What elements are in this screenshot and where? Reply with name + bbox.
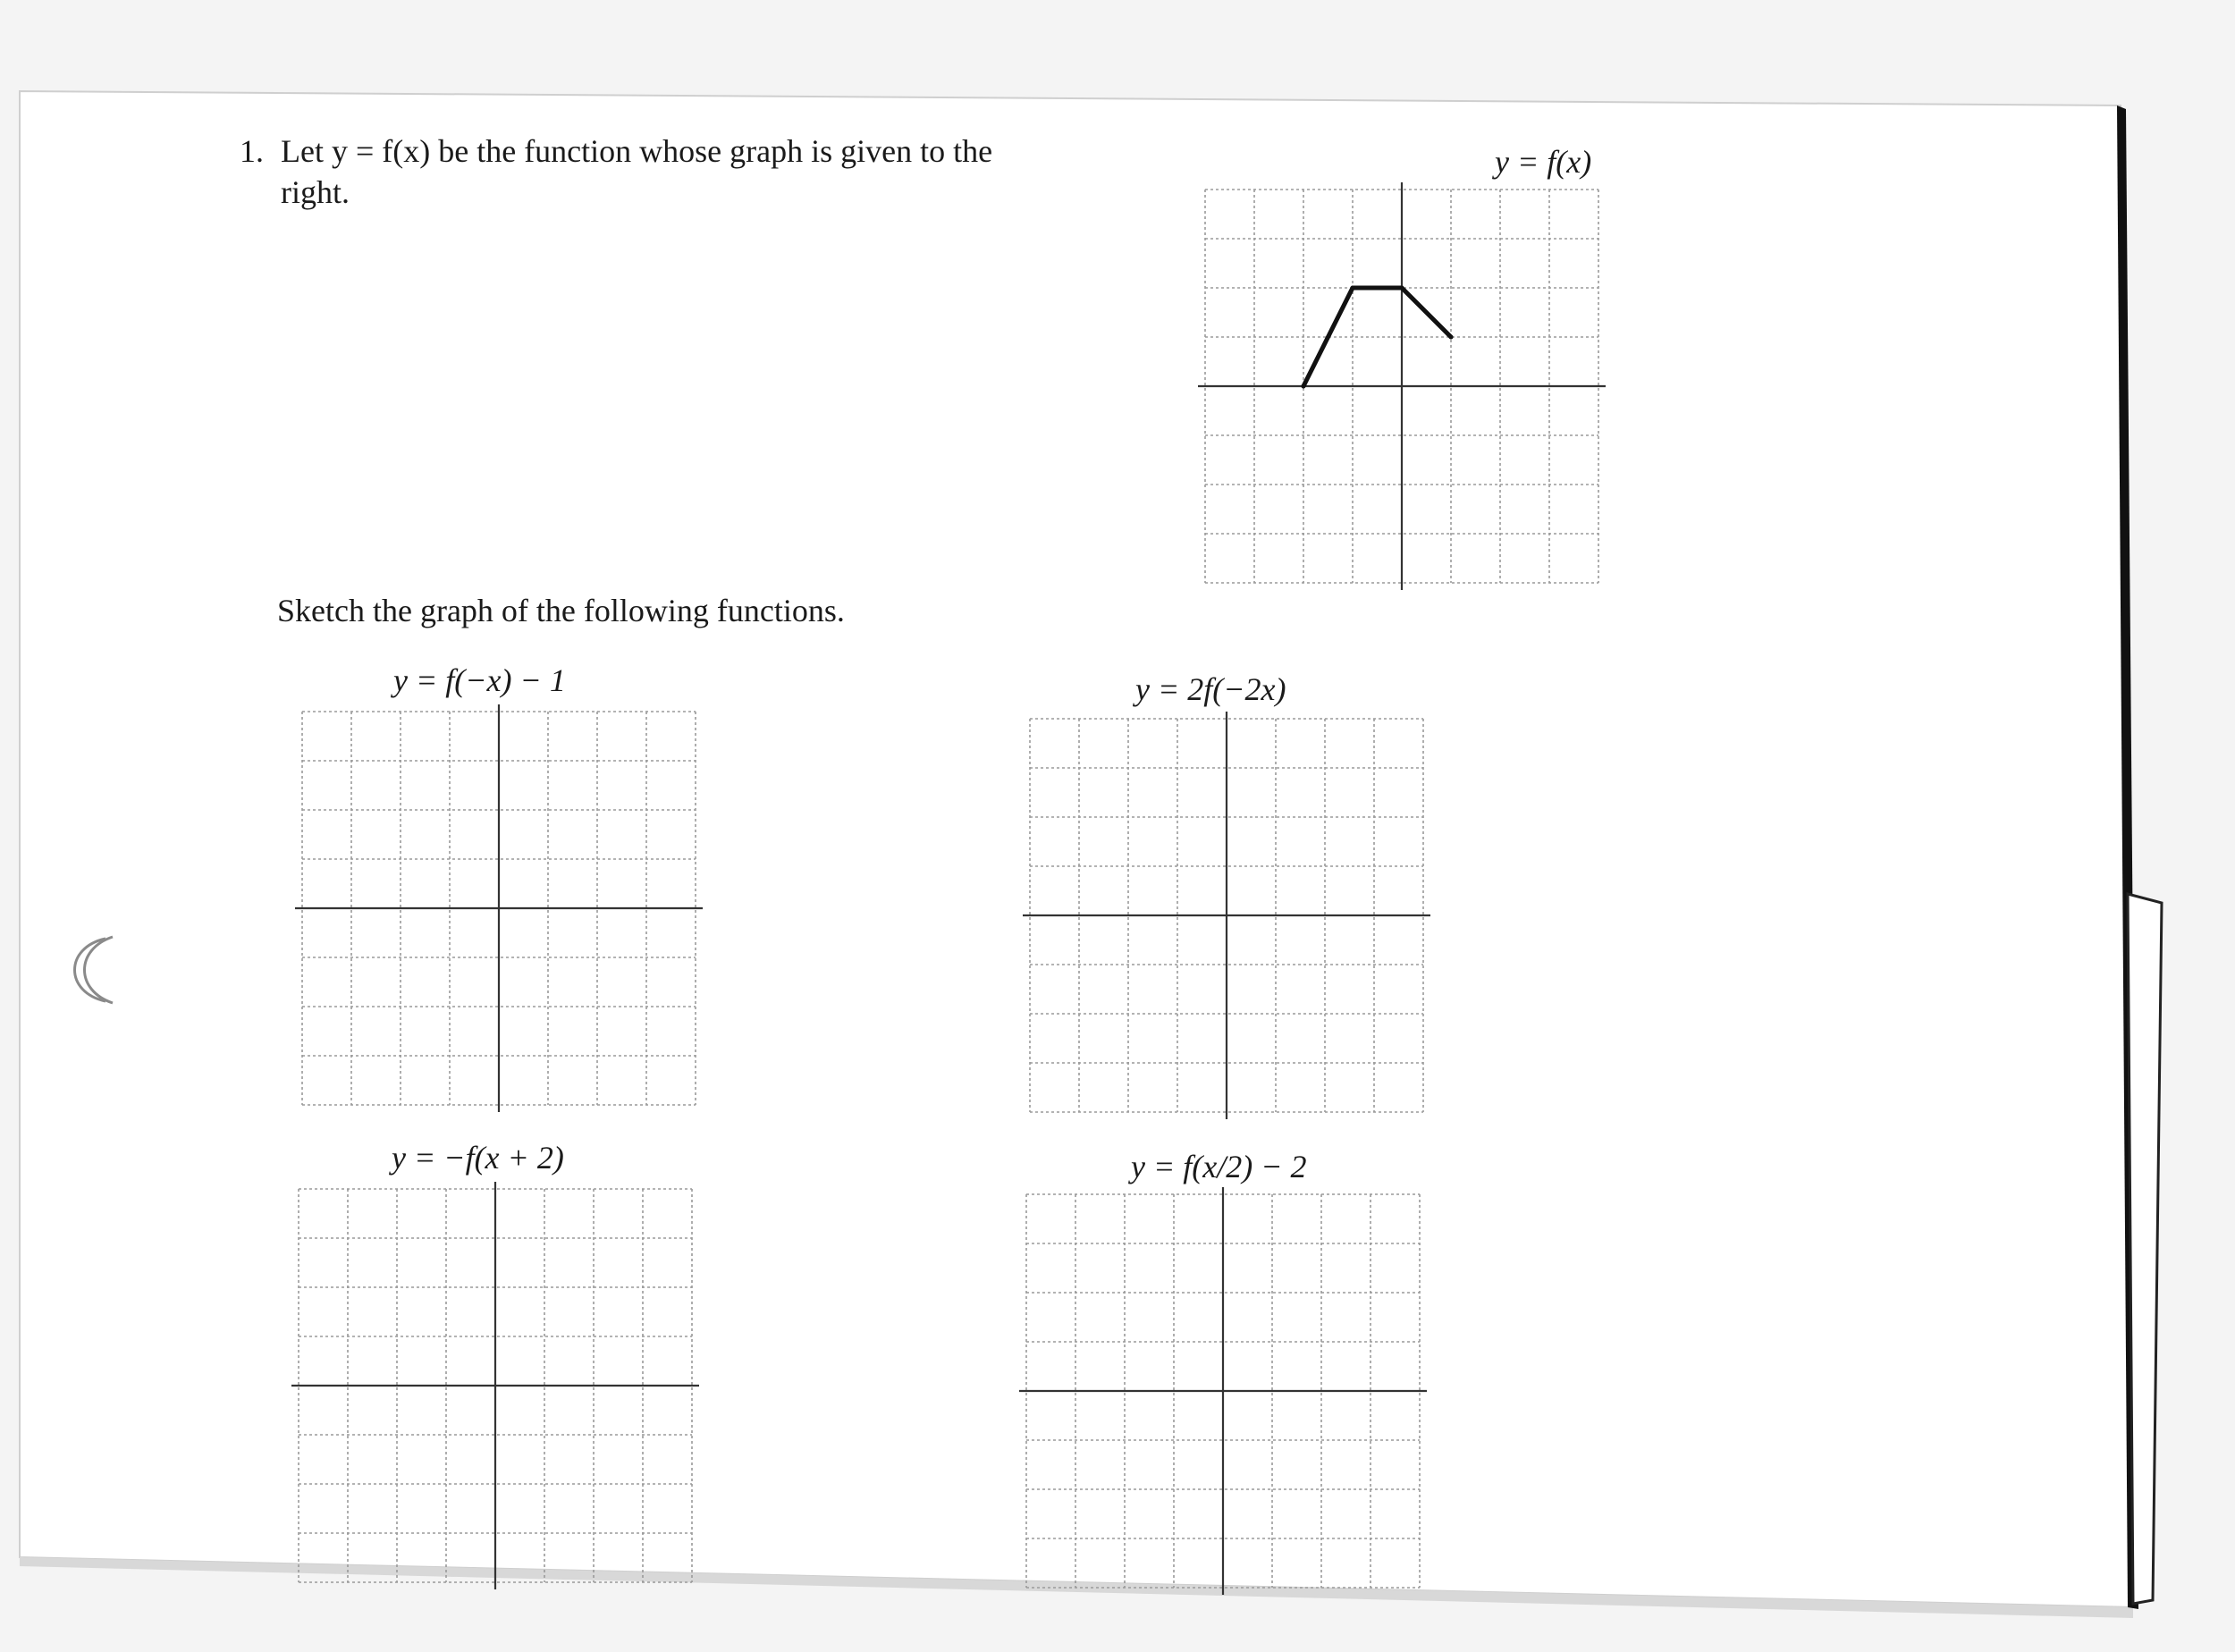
problem-text-line1: Let y = f(x) be the function whose graph is given to the (281, 133, 993, 169)
reference-graph-title: y = f(x) (1495, 144, 1592, 180)
f-graph-vertex (1449, 335, 1454, 340)
f-graph-vertex (1351, 286, 1355, 291)
instructions: Sketch the graph of the following functions. (277, 593, 845, 628)
f-graph-vertex (1302, 384, 1306, 389)
graph-2-title: y = 2f(−2x) (1135, 671, 1286, 707)
graph-4-title: y = f(x/2) − 2 (1131, 1149, 1307, 1184)
problem-statement (240, 131, 992, 213)
binding-tab (2128, 894, 2162, 1604)
f-graph-vertex (1400, 286, 1404, 291)
graph-1-title: y = f(−x) − 1 (393, 662, 566, 698)
problem-text-line2: right. (281, 174, 350, 210)
problem-number: 1. (240, 133, 264, 169)
paper-sheet (20, 91, 2133, 1607)
graph-3-title: y = −f(x + 2) (392, 1140, 564, 1176)
